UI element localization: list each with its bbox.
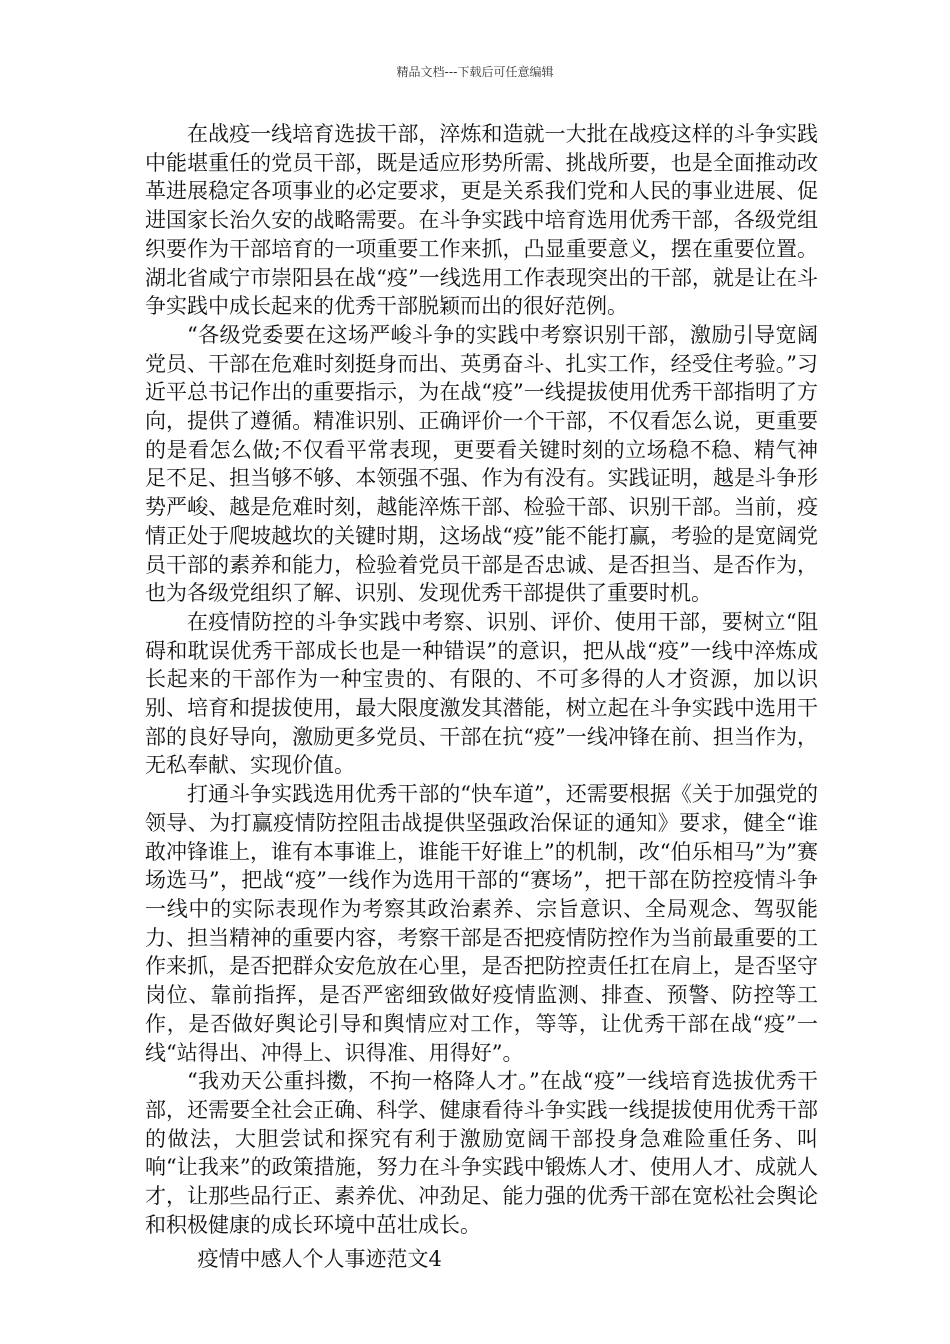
paragraph-1: 在战疫一线培育选拔干部，淬炼和造就一大批在战疫这样的斗争实践中能堪重任的党员干部，既是适应形势所需、挑战所要，也是全面推动改革进展稳定各项事业的必定要求，更是关系我们党和人民的事业进展、促进国家长治久安的战略需要。在斗争实践中培育选用优秀干部，各级党组织要作为干部培育的一项重要工作来抓，凸显重要意义，摆在重要位置。湖北省咸宁市崇阳县在战“疫”一线选用工作表现突出的干部，就是让在斗争实践中成长起来的优秀干部脱颖而出的很好范例。 [145,122,818,319]
document-body [145,120,818,1274]
paragraph-4: 打通斗争实践选用优秀干部的“快车道”，还需要根据《关于加强党的领导、为打赢疫情防控阻击战提供坚强政治保证的通知》要求，健全“谁敢冲锋谁上，谁有本事谁上，谁能干好谁上”的机制，改“伯乐相马”为”赛场选马”，把战“疫”一线作为选用干部的“赛场”，把干部在防控疫情斗争一线中的实际表现作为考察其政治素养、宗旨意识、全局观念、驾驭能力、担当精神的重要内容，考察干部是否把疫情防控作为当前最重要的工作来抓，是否把群众安危放在心里，是否把防控责任扛在肩上，是否坚守岗位、靠前指挥，是否严密细致做好疫情监测、排查、预警、防控等工作，是否做好舆论引导和舆情应对工作，等等，让优秀干部在战“疫”一线“站得出、冲得上、识得准、用得好”。 [145,782,818,1065]
page-header: 精品文档---下载后可任意编辑 [396,65,554,79]
paragraph-2: “各级党委要在这场严峻斗争的实践中考察识别干部，激励引导宽阔党员、干部在危难时刻挺身而出、英勇奋斗、扎实工作，经受住考验。”习近平总书记作出的重要指示，为在战“疫”一线提拔使用优秀干部指明了方向，提供了遵循。精准识别、正确评价一个干部，不仅看怎么说，更重要的是看怎么做;不仅看平常表现，更要看关键时刻的立场稳不稳、精气神足不足、担当够不够、本领强不强、作为有没有。实践证明，越是斗争形势严峻、越是危难时刻，越能淬炼干部、检验干部、识别干部。当前，疫情正处于爬坡越坎的关键时期，这场战“疫”能不能打赢，考验的是宽阔党员干部的素养和能力，检验着党员干部是否忠诚、是否担当、是否作为，也为各级党组织了解、识别、发现优秀干部提供了重要时机。 [145,322,818,606]
section-heading: 疫情中感人个人事迹范文4 [197,1247,442,1272]
paragraph-5: “我劝天公重抖擞，不拘一格降人才。”在战“疫”一线培育选拔优秀干部，还需要全社会正确、科学、健康看待斗争实践一线提拔使用优秀干部的做法，大胆尝试和探究有利于激励宽阔干部投身急难险重任务、叫响“让我来”的政策措施，努力在斗争实践中锻炼人才、使用人才、成就人才，让那些品行正、素养优、冲劲足、能力强的优秀干部在宽松社会舆论和积极健康的成长环境中茁壮成长。 [145,1069,818,1237]
paragraph-3: 在疫情防控的斗争实践中考察、识别、评价、使用干部，要树立“阻碍和耽误优秀干部成长也是一种错误”的意识，把从战“疫”一线中淬炼成长起来的干部作为一种宝贵的、有限的、不可多得的人才资源，加以识别、培育和提拔使用，最大限度激发其潜能，树立起在斗争实践中选用干部的良好导向，激励更多党员、干部在抗“疫”一线冲锋在前、担当作为，无私奉献、实现价值。 [145,609,818,778]
